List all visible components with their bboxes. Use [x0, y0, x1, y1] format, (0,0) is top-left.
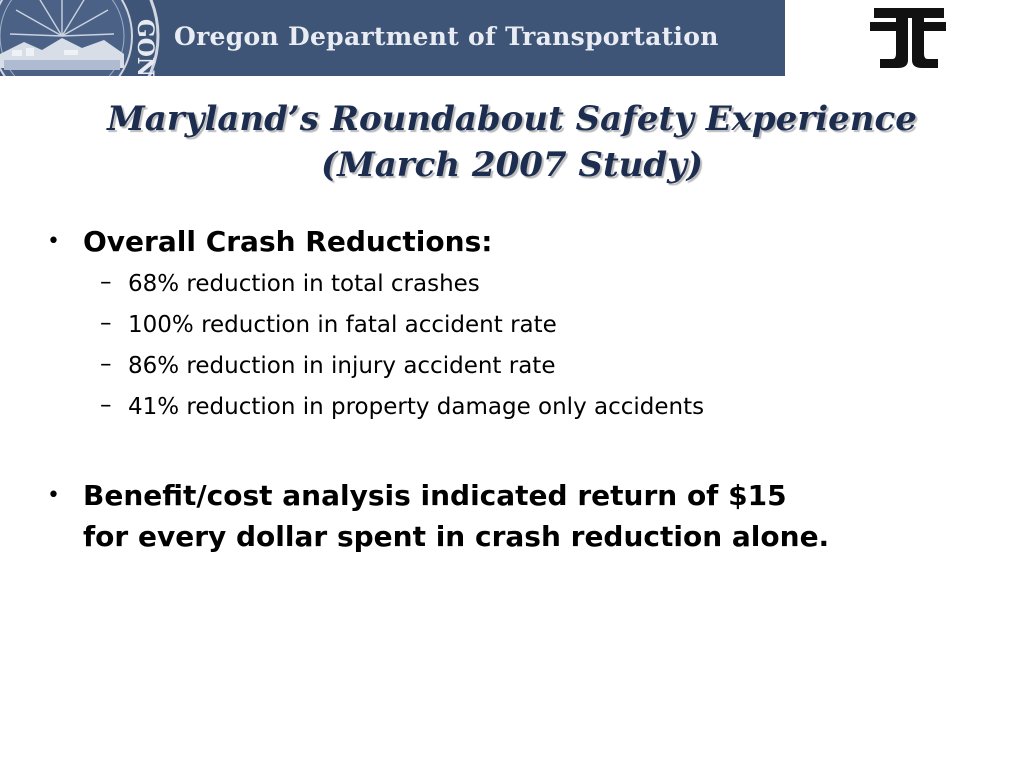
bullet-benefit-line2: for every dollar spent in crash reduction alone. — [83, 520, 830, 553]
sub-bullet: 68% reduction in total crashes — [128, 271, 480, 297]
dash-icon: – — [100, 351, 112, 377]
slide-title-line2: (March 2007 Study) — [321, 145, 703, 185]
bullet-dot-icon: • — [47, 483, 60, 508]
sub-bullet: 86% reduction in injury accident rate — [128, 353, 556, 379]
bullet-benefit-line1: Benefit/cost analysis indicated return of $15 — [83, 479, 787, 512]
sub-bullet: 41% reduction in property damage only accidents — [128, 394, 705, 420]
agency-name: Oregon Department of Transportation — [174, 22, 719, 51]
sub-bullet: 100% reduction in fatal accident rate — [128, 312, 557, 338]
bullet-heading: Overall Crash Reductions: — [83, 225, 493, 258]
dash-icon: – — [100, 310, 112, 336]
bullet-dot-icon: • — [47, 229, 60, 254]
slide-title-line1: Maryland’s Roundabout Safety Experience — [107, 99, 917, 139]
seal-lettering: GON — [132, 18, 158, 78]
dash-icon: – — [100, 392, 112, 418]
dash-icon: – — [100, 269, 112, 295]
